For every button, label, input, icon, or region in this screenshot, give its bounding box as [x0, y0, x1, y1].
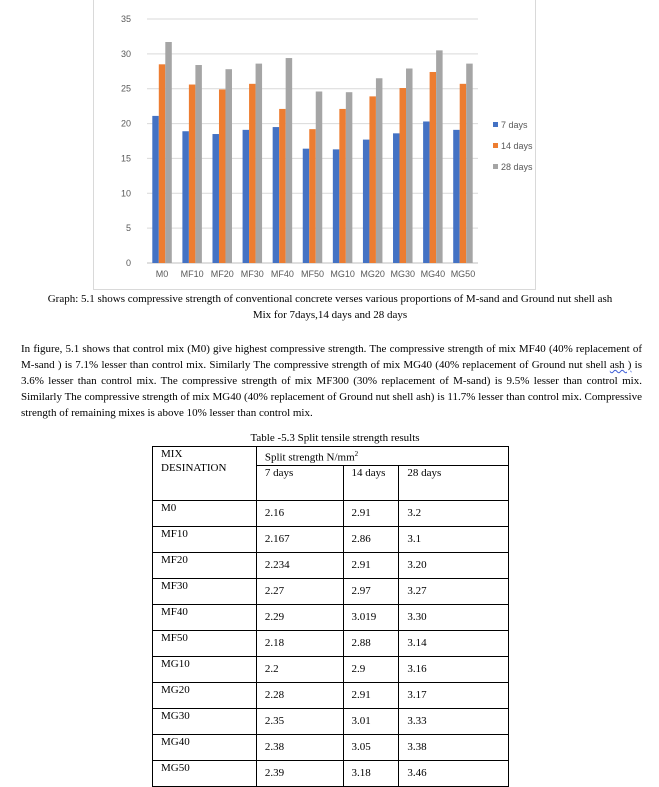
y-tick-label: 20 [120, 118, 131, 129]
table-header-row [153, 447, 509, 466]
table-row [153, 682, 509, 708]
legend-swatch [493, 122, 498, 127]
table-row [153, 734, 509, 760]
bar-14d [369, 96, 376, 263]
strength-cell: 2.28 [256, 682, 343, 708]
strength-cell: 2.29 [256, 604, 343, 630]
analysis-paragraph [21, 341, 642, 421]
split-tensile-table [152, 446, 509, 787]
compressive-strength-chart [93, 0, 536, 290]
bar-7d [303, 149, 310, 263]
bar-14d [460, 84, 467, 263]
bar-14d [430, 72, 437, 263]
bar-7d [243, 130, 250, 263]
bar-14d [279, 109, 286, 263]
strength-cell: 2.97 [343, 578, 399, 604]
mix-name-cell: MG40 [153, 734, 257, 760]
subheader-28-days: 28 days [399, 465, 509, 500]
y-tick-label: 0 [125, 258, 131, 268]
graph-caption-line1: Graph: 5.1 shows compressive strength of conventional concrete verses various proportions of M-sand and Ground nut shell ash [47, 293, 613, 305]
chart-canvas [94, 0, 537, 290]
bar-28d [195, 65, 202, 263]
mix-name-cell: MG20 [153, 682, 257, 708]
bar-7d [182, 131, 189, 263]
strength-cell: 3.01 [343, 708, 399, 734]
legend-label: 14 days [501, 141, 533, 151]
x-tick-label: MG30 [390, 269, 416, 279]
bar-28d [256, 64, 263, 263]
strength-cell: 2.16 [256, 500, 343, 526]
table-row [153, 708, 509, 734]
mix-name-cell: MG10 [153, 656, 257, 682]
mix-name-cell: MF40 [153, 604, 257, 630]
mix-name-cell: MG50 [153, 760, 257, 786]
bar-28d [406, 68, 413, 263]
strength-cell: 3.20 [399, 552, 509, 578]
paragraph-part1: In figure, 5.1 shows that control mix (M0) give highest compressive strength. The compressive strength of mix MF40 (40% replacement of M-sand ) is 7.1% lesser than control mix. Similarly The compressive strength of mix MG40 (40% replacement of Ground nut shell [21, 343, 642, 371]
strength-cell: 2.9 [343, 656, 399, 682]
x-tick-label: M0 [155, 269, 169, 279]
bar-7d [393, 133, 400, 263]
table-row [153, 578, 509, 604]
y-tick-label: 30 [120, 48, 131, 59]
bar-28d [316, 92, 323, 263]
strength-cell: 2.88 [343, 630, 399, 656]
strength-cell: 3.2 [399, 500, 509, 526]
table-row [153, 552, 509, 578]
x-tick-label: MG10 [330, 269, 355, 279]
bar-14d [309, 129, 316, 263]
strength-cell: 2.39 [256, 760, 343, 786]
x-tick-label: MG50 [450, 269, 476, 279]
paragraph-part2: is 3.6% lesser than control mix. The compressive strength of mix MF300 (30% replacement of M-sand) is 9.5% lesser than control mix. Similarly The compressive strength of mix MG40 (40% replacement of Ground nut shell ash) is 11.7% lesser than control mix. Compressive strength of remaining mixes is above 10% lesser than control mix. [21, 359, 642, 419]
x-tick-label: MF10 [180, 269, 204, 279]
strength-cell: 2.38 [256, 734, 343, 760]
strength-cell: 2.18 [256, 630, 343, 656]
mix-name-cell: MF50 [153, 630, 257, 656]
bar-14d [219, 89, 226, 263]
bar-7d [453, 130, 460, 263]
bar-7d [212, 134, 219, 263]
bar-28d [346, 92, 353, 263]
bar-7d [333, 149, 340, 263]
strength-cell: 3.46 [399, 760, 509, 786]
x-tick-label: MF30 [240, 269, 264, 279]
table-row [153, 526, 509, 552]
x-tick-label: MF40 [270, 269, 294, 279]
x-tick-label: MF20 [210, 269, 234, 279]
x-tick-label: MF50 [300, 269, 325, 279]
y-tick-label: 25 [120, 83, 131, 94]
table-title: Table -5.3 Split tensile strength results [250, 432, 420, 444]
table-row [153, 630, 509, 656]
strength-cell: 3.33 [399, 708, 509, 734]
bar-7d [363, 140, 370, 263]
mix-name-cell: MF10 [153, 526, 257, 552]
mix-name-cell: MF20 [153, 552, 257, 578]
strength-cell: 2.91 [343, 500, 399, 526]
strength-cell: 3.1 [399, 526, 509, 552]
bar-14d [249, 84, 256, 263]
table-row [153, 604, 509, 630]
subheader-7-days: 7 days [256, 465, 343, 500]
header-mix-designation: MIX DESINATION [153, 447, 257, 501]
strength-cell: 3.019 [343, 604, 399, 630]
legend-label: 7 days [501, 120, 528, 130]
strength-cell: 2.35 [256, 708, 343, 734]
strength-cell: 3.27 [399, 578, 509, 604]
bar-28d [225, 69, 232, 263]
bar-7d [152, 116, 159, 263]
spellcheck-flagged-text: ash ) [609, 359, 632, 371]
bar-28d [376, 78, 383, 263]
subheader-14-days: 14 days [343, 465, 399, 500]
strength-cell: 2.167 [256, 526, 343, 552]
mix-name-cell: M0 [153, 500, 257, 526]
strength-cell: 3.38 [399, 734, 509, 760]
bar-7d [423, 121, 430, 263]
y-tick-label: 5 [125, 223, 131, 234]
y-tick-label: 10 [120, 188, 131, 199]
mix-name-cell: MF30 [153, 578, 257, 604]
y-tick-label: 35 [120, 14, 131, 24]
x-tick-label: MG20 [360, 269, 385, 279]
bar-7d [273, 127, 280, 263]
y-tick-label: 15 [120, 153, 131, 164]
bar-28d [165, 42, 172, 263]
bar-14d [339, 109, 346, 263]
strength-cell: 3.16 [399, 656, 509, 682]
strength-cell: 3.18 [343, 760, 399, 786]
bar-28d [286, 58, 293, 263]
legend-swatch [493, 164, 498, 169]
graph-caption-line2: Mix for 7days,14 days and 28 days [252, 309, 408, 321]
strength-cell: 3.17 [399, 682, 509, 708]
strength-cell: 2.86 [343, 526, 399, 552]
header-split-strength: Split strength $N/mm^2$ [256, 447, 508, 466]
legend-label: 28 days [501, 162, 533, 172]
strength-cell: 3.14 [399, 630, 509, 656]
legend-swatch [493, 143, 498, 148]
bar-14d [159, 64, 166, 263]
strength-cell: 2.91 [343, 552, 399, 578]
bar-14d [189, 85, 196, 263]
strength-cell: 2.234 [256, 552, 343, 578]
strength-cell: 2.91 [343, 682, 399, 708]
x-tick-label: MG40 [420, 269, 446, 279]
bar-14d [400, 88, 407, 263]
mix-name-cell: MG30 [153, 708, 257, 734]
strength-cell: 2.2 [256, 656, 343, 682]
table-row [153, 500, 509, 526]
bar-28d [436, 50, 443, 263]
strength-cell: 2.27 [256, 578, 343, 604]
strength-cell: 3.05 [343, 734, 399, 760]
table-row [153, 656, 509, 682]
strength-cell: 3.30 [399, 604, 509, 630]
bar-28d [466, 64, 473, 263]
table-row [153, 760, 509, 786]
